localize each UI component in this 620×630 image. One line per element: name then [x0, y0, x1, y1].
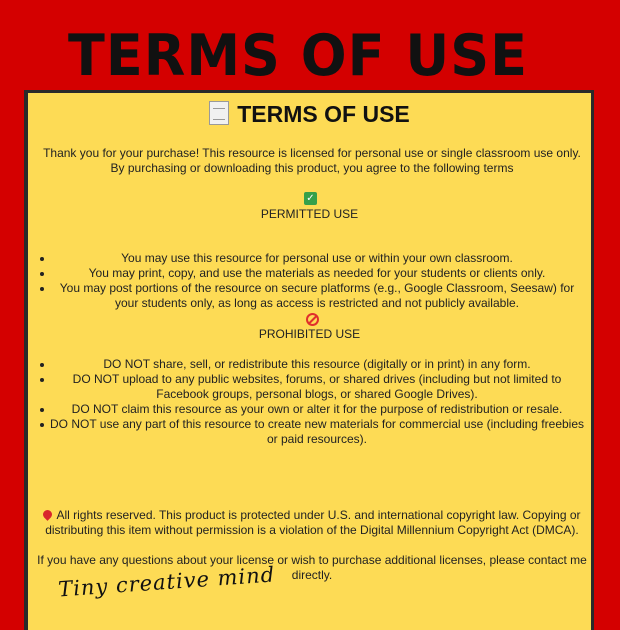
pushpin-icon [42, 508, 55, 521]
terms-card [24, 90, 594, 630]
list-item: DO NOT use any part of this resource to create new materials for commercial use (including freebies or paid resources). [36, 417, 588, 447]
list-item: DO NOT upload to any public websites, forums, or shared drives (including but not limited to Facebook groups, personal blogs, or shared Google Drives). [36, 372, 588, 402]
contact-text: If you have any questions about your license or wish to purchase additional licenses, please contact me directly. [37, 553, 587, 582]
list-item: You may print, copy, and use the materials as needed for your students or clients only. [36, 266, 588, 281]
list-item: You may post portions of the resource on secure platforms (e.g., Google Classroom, Seesaw) for your students only, as long as access is restricted and not publicly available. [36, 281, 588, 311]
list-item: DO NOT claim this resource as your own or alter it for the purpose of redistribution or resale. [36, 402, 588, 417]
list-item: You may use this resource for personal use or within your own classroom. [36, 251, 588, 266]
permitted-list [36, 251, 588, 311]
prohibited-list [36, 357, 588, 447]
permitted-heading: PERMITTED USE [260, 207, 359, 221]
check-mark-icon: ✓ [304, 192, 317, 205]
signature: Tiny creative mind [57, 562, 276, 602]
rights-notice [36, 508, 588, 538]
card-title [28, 101, 591, 128]
list-item: DO NOT share, sell, or redistribute this resource (digitally or in print) in any form. [36, 357, 588, 372]
document-icon [209, 101, 229, 125]
prohibited-heading: PROHIBITED USE [258, 327, 361, 341]
card-title-text: TERMS OF USE [237, 101, 410, 127]
rights-text: All rights reserved. This product is protected under U.S. and international copyright law. Copying or distributing this item without permission is a violation of the Digital Millennium Copyright Act (DMCA). [45, 508, 581, 537]
banner-title: TERMS OF USE [68, 22, 528, 89]
intro-text: Thank you for your purchase! This resource is licensed for personal use or single classroom use only. By purchasing or downloading this product, you agree to the following terms [43, 146, 581, 175]
prohibited-icon [306, 313, 319, 326]
